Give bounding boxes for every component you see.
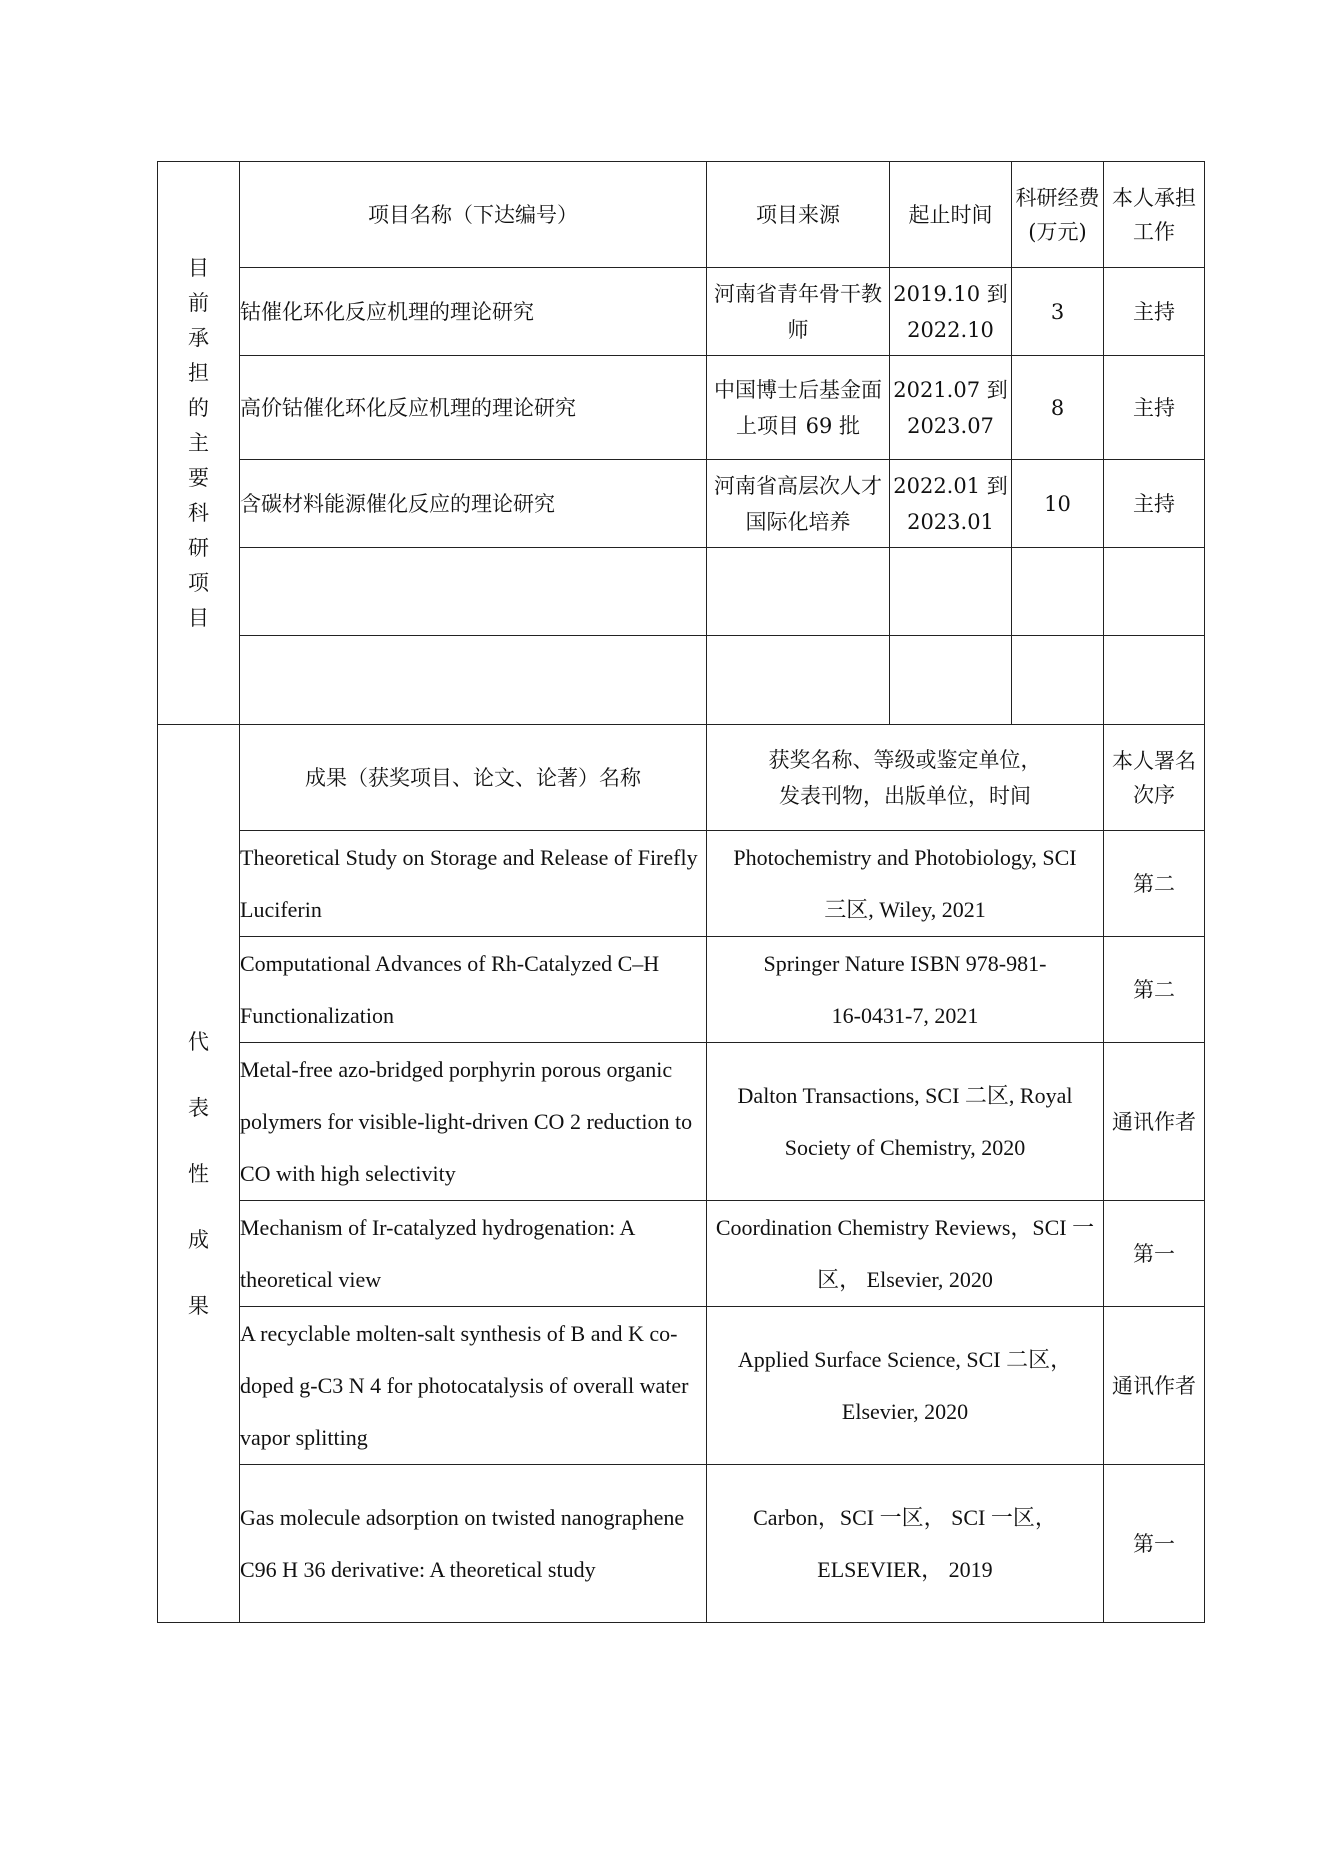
header-author-order: 本人署名次序	[1104, 725, 1205, 831]
research-table	[157, 161, 1205, 1623]
project-row: 高价钴催化环化反应机理的理论研究 中国博士后基金面上项目 69 批 2021.07 到 2023.07 8 主持	[158, 356, 1205, 460]
achievement-row: Metal-free azo-bridged porphyrin porous organic polymers for visible-light-driven CO 2 reduction to CO with high selectivity Dalton Transactions, SCI 二区, Royal Society of Chemistry, 2020 通讯作者	[158, 1043, 1205, 1201]
header-period: 起止时间	[890, 162, 1012, 268]
header-achievement-name: 成果（获奖项目、论文、论著）名称	[240, 725, 707, 831]
header-project-name: 项目名称（下达编号）	[240, 162, 707, 268]
project-row-empty	[158, 548, 1205, 636]
project-row: 含碳材料能源催化反应的理论研究 河南省高层次人才国际化培养 2022.01 到 2023.01 10 主持	[158, 460, 1205, 548]
achievement-row: Computational Advances of Rh-Catalyzed C–H Functionalization Springer Nature ISBN 978-981-16-0431-7, 2021 第二	[158, 937, 1205, 1043]
header-funding: 科研经费(万元)	[1012, 162, 1104, 268]
project-row-empty	[158, 636, 1205, 725]
achievements-section-label: 代表性成果	[158, 725, 240, 1623]
achievement-row: Mechanism of Ir-catalyzed hydrogenation: A theoretical view Coordination Chemistry Reviews，SCI 一区， Elsevier, 2020 第一	[158, 1201, 1205, 1307]
projects-section-label: 目前承担的主要科研项目	[158, 162, 240, 725]
achievement-row: Theoretical Study on Storage and Release of Firefly Luciferin Photochemistry and Photobiology, SCI 三区, Wiley, 2021 第二	[158, 831, 1205, 937]
header-venue: 获奖名称、等级或鉴定单位，发表刊物，出版单位，时间	[707, 725, 1104, 831]
achievement-row: Gas molecule adsorption on twisted nanographene C96 H 36 derivative: A theoretical study Carbon，SCI 一区， SCI 一区， ELSEVIER， 2019 第一	[158, 1465, 1205, 1623]
header-role: 本人承担工作	[1104, 162, 1205, 268]
achievement-row: A recyclable molten-salt synthesis of B and K co-doped g-C3 N 4 for photocatalysis of overall water vapor splitting Applied Surface Science, SCI 二区， Elsevier, 2020 通讯作者	[158, 1307, 1205, 1465]
header-project-source: 项目来源	[707, 162, 890, 268]
project-row: 钴催化环化反应机理的理论研究 河南省青年骨干教师 2019.10 到 2022.10 3 主持	[158, 268, 1205, 356]
